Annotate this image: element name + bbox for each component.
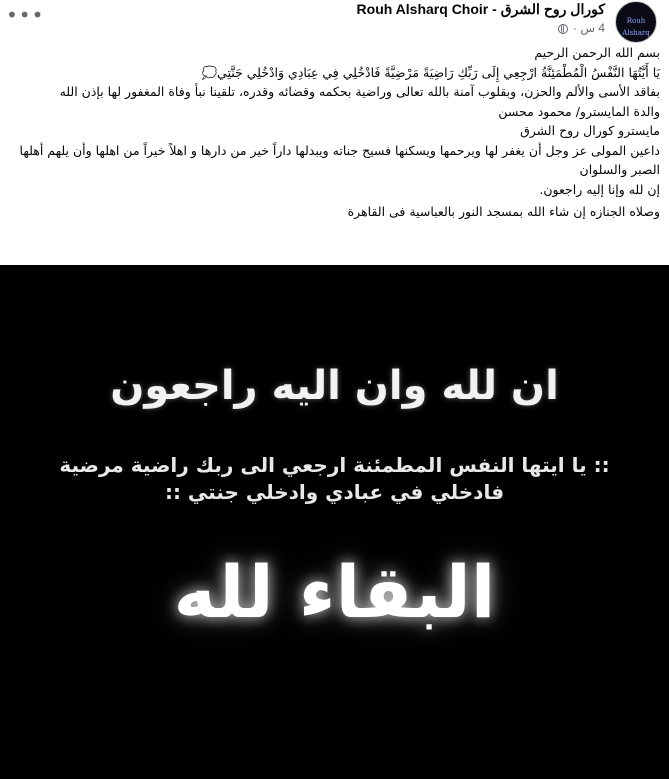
post-line: مايسترو كورال روح الشرق: [520, 123, 660, 138]
image-text-heading: ان لله وان اليه راجعون: [110, 363, 559, 409]
image-text-verse-1: :: يا ايتها النفس المطمئنة ارجعي الى ربك راضية مرضية: [59, 453, 610, 477]
post-line: والدة المايسترو/ محمود محسن: [498, 103, 660, 119]
meta-separator: ·: [572, 21, 577, 35]
globe-icon[interactable]: [558, 24, 568, 34]
post-line: بسم الله الرحمن الرحيم: [534, 45, 660, 60]
post-body-text: [10, 43, 660, 222]
post-line: إن لله وإنا إليه راجعون.: [539, 181, 660, 197]
image-text-condolence: البقاء لله: [173, 550, 496, 634]
image-text-verse-2: فادخلي في عبادي وادخلي جنتي ::: [164, 480, 505, 504]
page-avatar[interactable]: [615, 1, 657, 43]
post-image[interactable]: [0, 265, 669, 779]
more-options-button[interactable]: •••: [6, 3, 45, 27]
post-header: [0, 0, 669, 40]
post-meta: [556, 21, 605, 35]
avatar-logo-text: Rouh Alsharq: [622, 17, 650, 37]
post-line: يَا أَيَّتُهَا النَّفْسُ الْمُطْمَئِنَّةُ ارْجِعِي إِلَى رَبِّكِ رَاضِيَةً مَرْضِيَّةً فَادْخُلِي فِي عِبَادِي وَادْخُلِي جَنَّتِي💭: [201, 64, 660, 80]
post-line: بفاقد الأسى والألم والحزن، وبقلوب آمنة بالله تعالى وراضية بحكمه وقضائه وقدره، تلقينا نبأ وفاة المغفور لها بإذن الله: [59, 84, 660, 99]
post-line: داعين المولى عز وجل أن يغفر لها ويرحمها ويسكنها فسيح جناته ويبدلها داراً خير من دارها و اهلاً خيراً من اهلها وأن يلهم أهلها الصبر والسلوان: [19, 142, 660, 177]
post-timestamp[interactable]: 4 س: [580, 21, 605, 35]
post-line: وصلاه الجنازه إن شاء الله بمسجد النور بالعباسية فى القاهرة: [347, 204, 660, 219]
page-name-link[interactable]: Rouh Alsharq Choir - كورال روح الشرق: [356, 1, 605, 17]
